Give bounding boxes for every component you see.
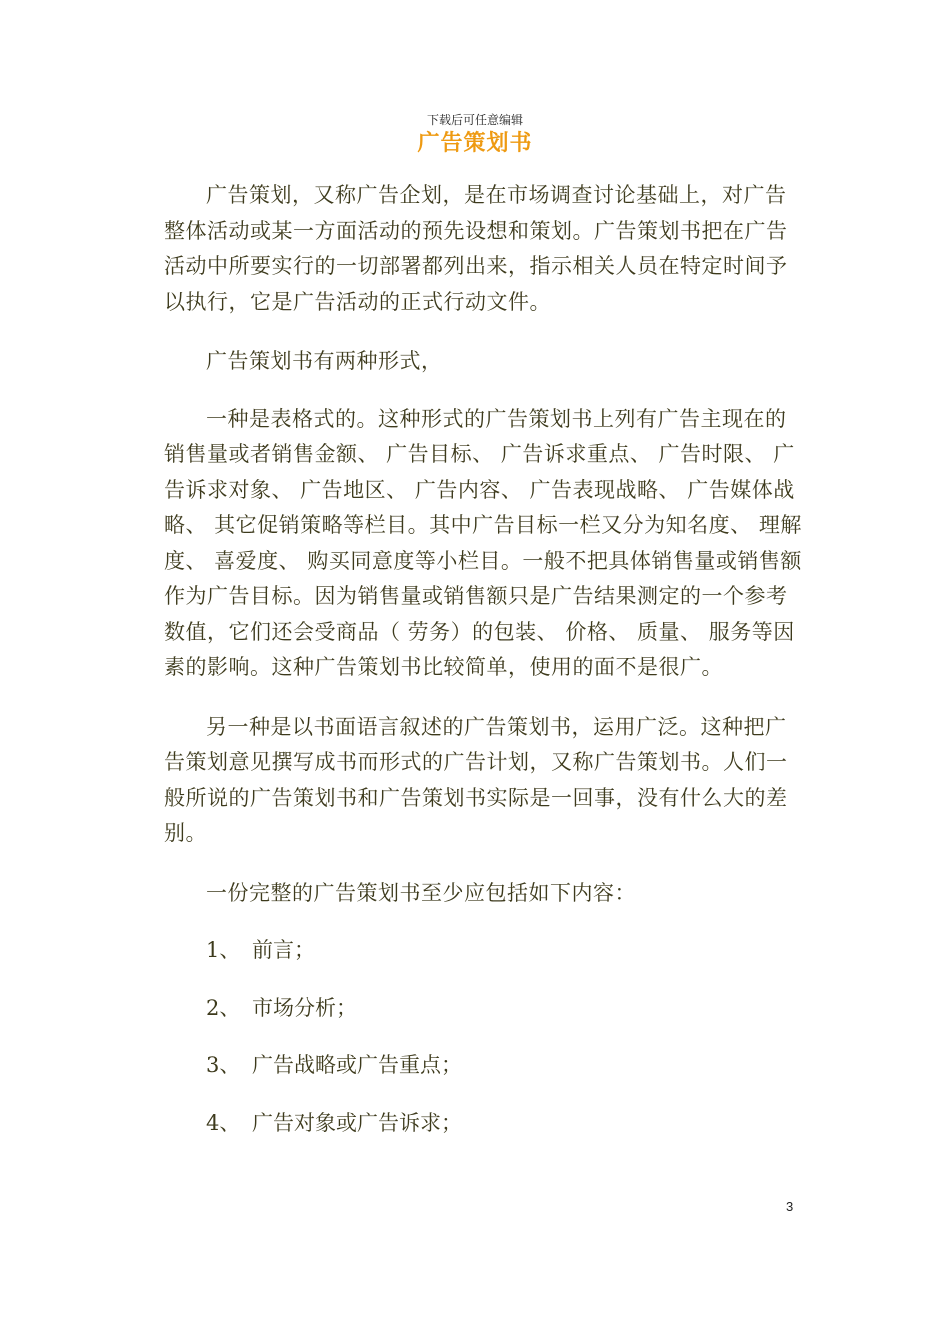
document-title: 广告策划书	[417, 131, 533, 156]
paragraph-contents-intro: 一份完整的广告策划书至少应包括如下内容：	[206, 880, 636, 905]
list-item	[164, 991, 804, 1027]
list-text: 前言；	[252, 938, 315, 962]
paragraph-definition: 广告策划，又称广告企划，是在市场调查讨论基础上，对广告整体活动或某一方面活动的预先设想和策划。广告策划书把在广告活动中所要实行的一切部署都列出来，指示相关人员在特定时间予以执行，它是广告活动的正式行动文件。	[164, 183, 788, 314]
paragraph-table-form: 一种是表格式的。这种形式的广告策划书上列有广告主现在的销售量或者销售金额、 广告目标、 广告诉求重点、 广告时限、 广告诉求对象、 广告地区、 广告内容、 广告表现战略、 广告媒体战略、 其它促销策略等栏目。其中广告目标一栏又分为知名度、 理解度、 喜爱度、 购买同意度等小栏目。一般不把具体销售量或销售额作为广告目标。因为销售量或销售额只是广告结果测定的一个参考数值，它们还会受商品（ 劳务）的包装、 价格、 质量、 服务等因素的影响。这种广告策划书比较简单，使用的面不是很广。	[164, 406, 802, 679]
list-item	[164, 933, 804, 969]
list-text: 市场分析；	[252, 995, 357, 1020]
paragraph-written-form: 另一种是以书面语言叙述的广告策划书，运用广泛。这种把广告策划意见撰写成书而形式的广告计划，又称广告策划书。人们一般所说的广告策划书和广告策划书实际是一回事，没有什么大的差别。	[164, 714, 788, 845]
list-number: 4、	[206, 1110, 241, 1135]
list-number: 3、	[206, 1053, 241, 1077]
list-item	[164, 1106, 804, 1142]
page-number: 3	[786, 1199, 794, 1214]
header-note: 下载后可任意编辑	[426, 113, 523, 127]
list-text: 广告对象或广告诉求；	[252, 1110, 462, 1135]
list-item	[164, 1048, 804, 1084]
list-text: 广告战略或广告重点；	[252, 1053, 462, 1077]
list-number: 1、	[206, 938, 241, 962]
document-body	[164, 178, 804, 1163]
list-number: 2、	[206, 995, 241, 1020]
paragraph-forms-intro: 广告策划书有两种形式，	[206, 349, 443, 373]
